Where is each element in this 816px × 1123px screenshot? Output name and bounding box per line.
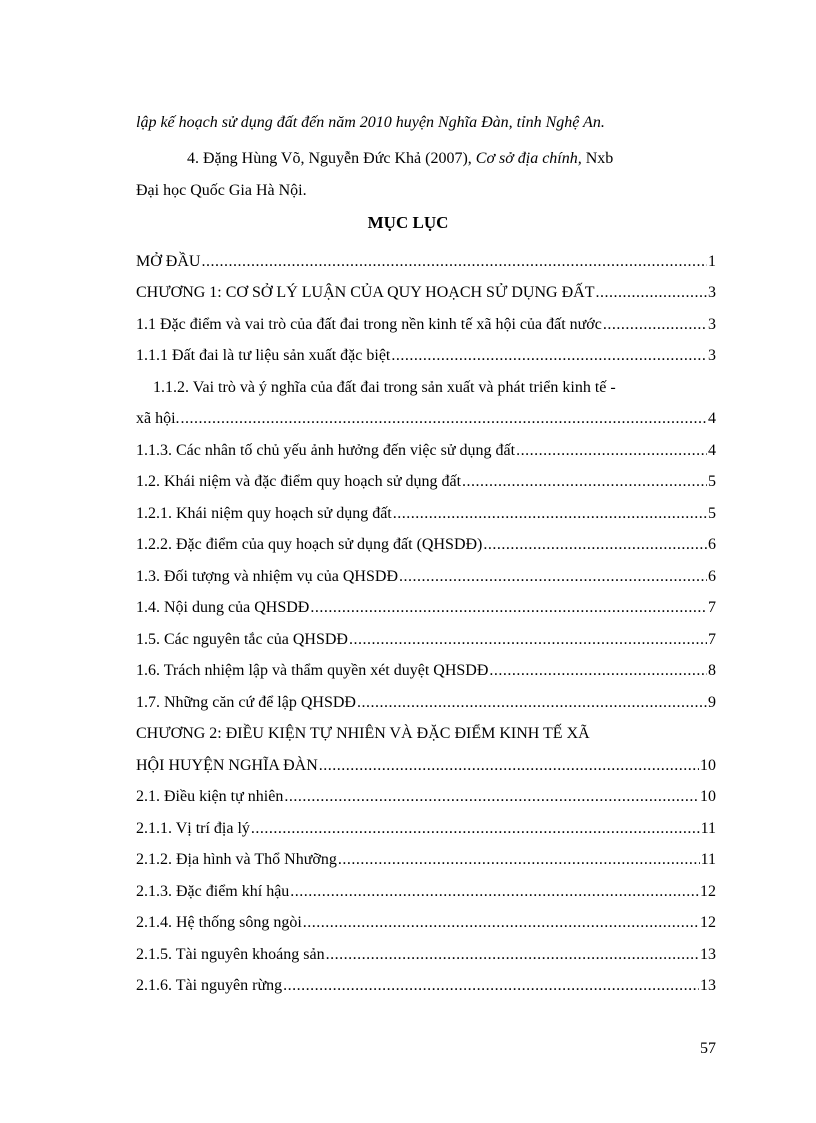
toc-leader-dots <box>310 598 707 618</box>
toc-entry-page: 13 <box>700 945 716 963</box>
toc-entry-label: 1.5. Các nguyên tắc của QHSDĐ <box>136 630 348 648</box>
toc-entry <box>136 303 716 335</box>
reference-4-title: Cơ sở địa chính, <box>475 150 582 167</box>
toc-entry-label: 1.6. Trách nhiệm lập và thẩm quyền xét duyệt QHSDĐ <box>136 662 489 679</box>
toc-entry-page: 6 <box>708 536 716 553</box>
toc-entry <box>136 429 716 461</box>
toc-leader-dots <box>393 504 707 524</box>
toc-entry-label: 2.1.2. Địa hình và Thổ Nhưỡng <box>136 851 337 868</box>
reference-4-publisher: Nxb <box>581 150 614 167</box>
toc-leader-dots <box>516 441 707 461</box>
toc-entry <box>136 870 716 902</box>
toc-entry-label: 1.2.1. Khái niệm quy hoạch sử dụng đất <box>136 504 392 522</box>
toc-leader-dots <box>399 567 707 587</box>
toc-entry-page: 5 <box>708 473 716 490</box>
reference-4-line-1 <box>187 150 613 168</box>
toc-leader-dots <box>349 630 707 650</box>
toc-entry <box>136 524 716 556</box>
toc-leader-dots <box>284 787 699 807</box>
page-number: 57 <box>700 1040 716 1057</box>
toc-leader-dots <box>391 346 707 366</box>
toc-entry <box>136 366 716 398</box>
toc-entry-page: 6 <box>708 567 716 585</box>
toc-leader-dots <box>357 693 707 713</box>
table-of-contents <box>136 240 716 996</box>
toc-entry <box>136 933 716 965</box>
toc-entry <box>136 902 716 934</box>
toc-entry-label: 2.1.1. Vị trí địa lý <box>136 819 250 837</box>
toc-entry-page: 1 <box>708 252 716 270</box>
toc-entry-label: MỞ ĐẦU <box>136 252 201 270</box>
toc-leader-dots <box>290 882 699 902</box>
toc-entry-page: 3 <box>708 284 716 301</box>
toc-entry-label: 1.3. Đối tượng và nhiệm vụ của QHSDĐ <box>136 567 398 585</box>
toc-entry-page: 10 <box>700 788 716 805</box>
toc-leader-dots <box>338 850 700 870</box>
toc-leader-dots <box>251 819 700 839</box>
toc-entry-label: 1.1.2. Vai trò và ý nghĩa của đất đai trong sản xuất và phát triển kinh tế - <box>153 378 616 396</box>
toc-entry-page: 4 <box>708 441 716 459</box>
toc-leader-dots <box>603 315 707 335</box>
toc-entry-page: 4 <box>708 410 716 427</box>
toc-entry <box>136 713 716 745</box>
toc-entry-page: 8 <box>708 662 716 679</box>
toc-entry-page: 7 <box>708 630 716 648</box>
toc-leader-dots <box>489 661 707 681</box>
toc-leader-dots <box>326 945 699 965</box>
toc-entry-page: 12 <box>700 914 716 931</box>
toc-entry-label: 1.7. Những căn cứ để lập QHSDĐ <box>136 693 356 711</box>
toc-entry-label: 1.2. Khái niệm và đặc điểm quy hoạch sử dụng đất <box>136 473 462 490</box>
toc-entry <box>136 744 716 776</box>
toc-entry-label: 2.1.3. Đặc điểm khí hậu <box>136 882 290 900</box>
toc-entry <box>136 461 716 493</box>
toc-entry-page: 5 <box>708 504 716 522</box>
toc-entry-label: 2.1.6. Tài nguyên rừng <box>136 977 283 994</box>
toc-entry-page: 3 <box>708 315 716 333</box>
toc-entry-label: 2.1.5. Tài nguyên khoáng sản <box>136 945 325 963</box>
toc-entry <box>136 272 716 304</box>
toc-entry <box>136 839 716 871</box>
toc-entry-label: CHƯƠNG 2: ĐIỀU KIỆN TỰ NHIÊN VÀ ĐẶC ĐIỂM KINH TẾ XÃ <box>136 725 590 742</box>
toc-entry <box>136 492 716 524</box>
toc-entry-label: xã hội. <box>136 410 180 427</box>
toc-leader-dots <box>303 913 699 933</box>
toc-entry <box>136 776 716 808</box>
toc-entry <box>136 807 716 839</box>
toc-leader-dots <box>595 283 707 303</box>
toc-entry <box>136 965 716 997</box>
toc-title: MỤC LỤC <box>367 213 449 232</box>
toc-entry-page: 9 <box>708 693 716 711</box>
toc-entry-label: 2.1.4. Hệ thống sông ngòi <box>136 914 302 931</box>
toc-leader-dots <box>181 409 707 429</box>
toc-leader-dots <box>462 472 707 492</box>
toc-leader-dots <box>319 756 699 776</box>
toc-entry <box>136 587 716 619</box>
toc-entry-label: 1.1.1 Đất đai là tư liệu sản xuất đặc biệt <box>136 347 391 364</box>
toc-entry-page: 11 <box>700 851 716 868</box>
toc-entry <box>136 398 716 430</box>
toc-entry-label: CHƯƠNG 1: CƠ SỞ LÝ LUẬN CỦA QUY HOẠCH SỬ DỤNG ĐẤT <box>136 284 595 301</box>
toc-entry <box>136 335 716 367</box>
toc-entry-page: 10 <box>700 756 716 774</box>
toc-leader-dots <box>483 535 707 555</box>
toc-entry-page: 12 <box>700 882 716 900</box>
toc-leader-dots <box>283 976 699 996</box>
toc-entry-page: 7 <box>708 599 716 616</box>
reference-4-line-2: Đại học Quốc Gia Hà Nội. <box>136 182 307 199</box>
toc-entry-page: 13 <box>700 977 716 994</box>
toc-entry-label: 1.1.3. Các nhân tố chủ yếu ảnh hưởng đến việc sử dụng đất <box>136 441 516 459</box>
toc-entry-label: HỘI HUYỆN NGHĨA ĐÀN <box>136 756 318 774</box>
toc-entry-page: 3 <box>708 347 716 364</box>
toc-leader-dots <box>201 252 707 272</box>
toc-entry-label: 1.4. Nội dung của QHSDĐ <box>136 599 310 616</box>
toc-entry <box>136 681 716 713</box>
toc-entry <box>136 618 716 650</box>
reference-4-authors: 4. Đặng Hùng Võ, Nguyễn Đức Khả (2007), <box>187 150 476 167</box>
toc-entry-label: 1.2.2. Đặc điểm của quy hoạch sử dụng đất (QHSDĐ) <box>136 536 483 553</box>
toc-entry-label: 2.1. Điều kiện tự nhiên <box>136 788 284 805</box>
toc-entry <box>136 240 716 272</box>
toc-entry <box>136 555 716 587</box>
toc-entry <box>136 650 716 682</box>
toc-entry-page: 11 <box>700 819 716 837</box>
toc-entry-label: 1.1 Đặc điểm và vai trò của đất đai trong nền kinh tế xã hội của đất nước <box>136 315 602 333</box>
reference-line-continued: lập kế hoạch sử dụng đất đến năm 2010 huyện Nghĩa Đàn, tỉnh Nghệ An. <box>136 114 605 131</box>
